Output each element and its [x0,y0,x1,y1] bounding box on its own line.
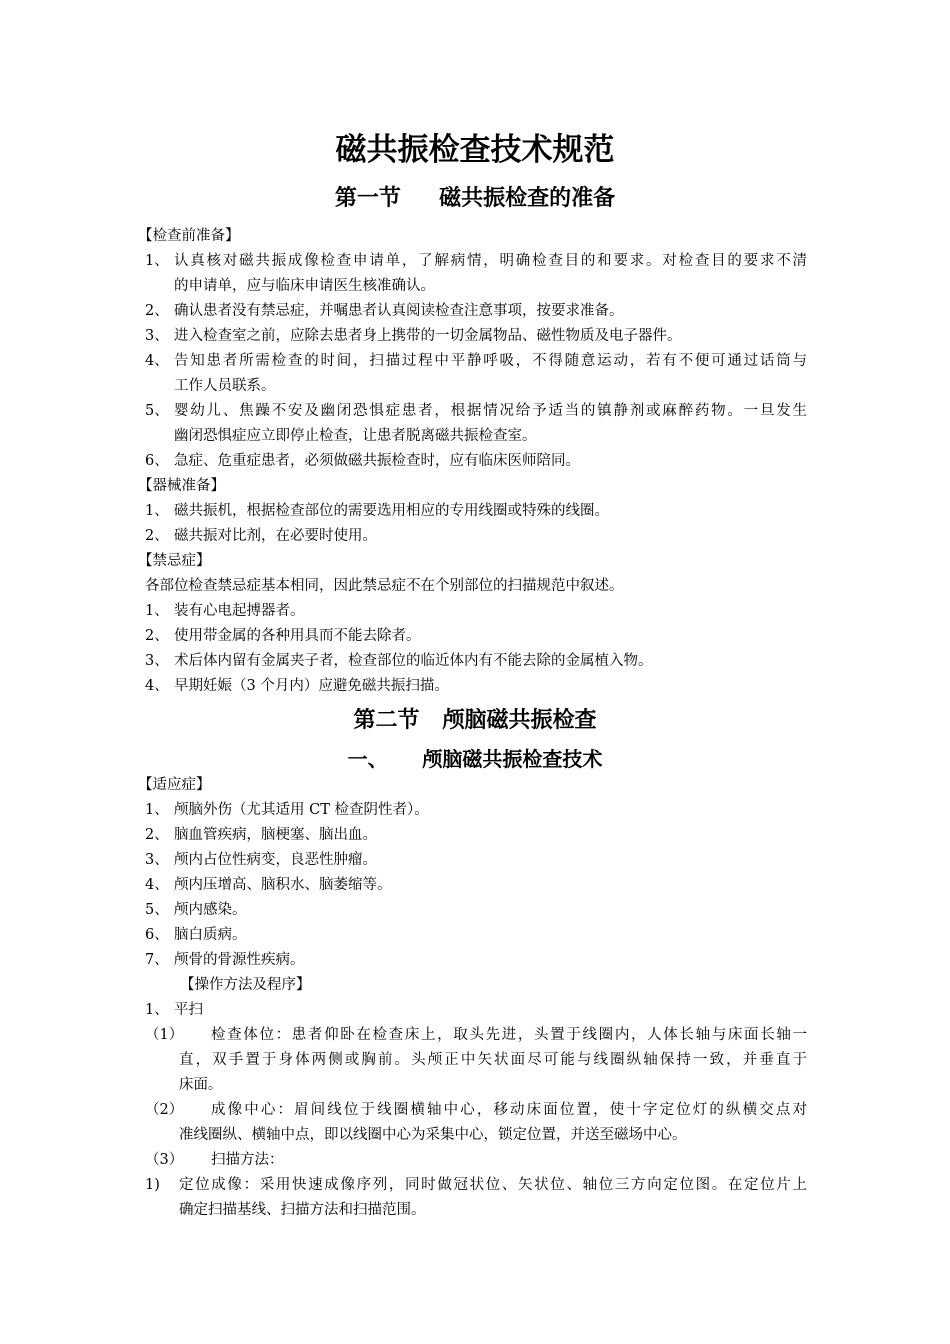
list-item-text: 幽闭恐惧症应立即停止检查，让患者脱离磁共振检查室。 [174,428,537,444]
list-number: 6、 [145,927,169,943]
list-number: 1、 [145,603,169,619]
list-item-text: 术后体内留有金属夹子者，检查部位的临近体内有不能去除的金属植入物。 [174,653,653,669]
list-item-text: 颅骨的骨源性疾病。 [174,952,305,968]
step-number: （3） [145,1152,184,1168]
list-item-text: 颅脑外伤（尤其适用 CT 检查阴性者）。 [174,802,429,818]
contraindication-intro: 各部位检查禁忌症基本相同，因此禁忌症不在个别部位的扫描规范中叙述。 [145,578,624,594]
list-number: 2、 [145,827,169,843]
list-item-text: 磁共振机，根据检查部位的需要选用相应的专用线圈或特殊的线圈。 [174,503,609,519]
procedure-header: 【操作方法及程序】 [180,977,311,993]
list-number: 4、 [145,877,169,893]
step-text: 直，双手置于身体两侧或胸前。头颅正中矢状面尽可能与线圈纵轴保持一致，并垂直于 [179,1052,807,1068]
step-number: （2） [145,1102,184,1118]
step-text: 准线圈纵、横轴中点，即以线圈中心为采集中心，锁定位置，并送至磁场中心。 [179,1127,687,1143]
list-number: 1、 [145,253,169,269]
list-number: 4、 [145,678,169,694]
list-number: 4、 [145,353,169,369]
list-number: 3、 [145,852,169,868]
section2-subheading: 一、 颅脑磁共振检查技术 [347,747,603,771]
list-item-text: 急症、危重症患者，必须做磁共振检查时，应有临床医师陪同。 [174,453,580,469]
document-title: 磁共振检查技术规范 [335,132,615,168]
contraindication-header: 【禁忌症】 [138,553,211,569]
list-item-text: 告知患者所需检查的时间，扫描过程中平静呼吸，不得随意运动，若有不便可通过话筒与 [174,353,807,369]
list-item-text: 脑白质病。 [174,927,247,943]
step-text: 检查体位：患者仰卧在检查床上，取头先进，头置于线圈内，人体长轴与床面长轴一 [211,1027,807,1043]
list-item-text: 脑血管疾病，脑梗塞、脑出血。 [174,827,377,843]
list-number: 2、 [145,528,169,544]
indication-header: 【适应症】 [138,777,211,793]
list-number: 3、 [145,653,169,669]
list-number: 1、 [145,802,169,818]
step-text: 成像中心：眉间线位于线圈横轴中心，移动床面位置，使十字定位灯的纵横交点对 [211,1102,807,1118]
list-number: 5、 [145,902,169,918]
sub-step-text: 定位成像：采用快速成像序列，同时做冠状位、矢状位、轴位三方向定位图。在定位片上 [179,1177,807,1193]
pre-prep-header: 【检查前准备】 [138,228,240,244]
list-item-text: 颅内占位性病变，良恶性肿瘤。 [174,852,377,868]
step-number: （1） [145,1027,184,1043]
list-item-text: 婴幼儿、焦躁不安及幽闭恐惧症患者，根据情况给予适当的镇静剂或麻醉药物。一旦发生 [174,403,807,419]
list-item-text: 平扫 [174,1002,203,1018]
list-number: 2、 [145,303,169,319]
list-item-text: 进入检查室之前，应除去患者身上携带的一切金属物品、磁性物质及电子器件。 [174,328,682,344]
list-item-text: 磁共振对比剂，在必要时使用。 [174,528,377,544]
list-number: 2、 [145,628,169,644]
equipment-header: 【器械准备】 [138,478,225,494]
list-number: 3、 [145,328,169,344]
step-text: 床面。 [179,1077,223,1093]
list-item-text: 颅内压增高、脑积水、脑萎缩等。 [174,877,392,893]
list-number: 1、 [145,503,169,519]
sub-step-text: 确定扫描基线、扫描方法和扫描范围。 [179,1202,426,1218]
section2-heading: 第二节 颅脑磁共振检查 [353,708,597,733]
step-text: 扫描方法： [211,1152,284,1168]
sub-step-number: 1) [145,1177,160,1193]
list-number: 7、 [145,952,169,968]
list-item-text: 的申请单，应与临床申请医生核准确认。 [174,278,435,294]
list-number: 6、 [145,453,169,469]
list-number: 1、 [145,1002,169,1018]
list-item-text: 早期妊娠（3 个月内）应避免磁共振扫描。 [174,678,449,694]
list-item-text: 认真核对磁共振成像检查申请单，了解病情，明确检查目的和要求。对检查目的要求不清 [174,253,807,269]
list-item-text: 使用带金属的各种用具而不能去除者。 [174,628,421,644]
section1-heading: 第一节 磁共振检查的准备 [334,186,616,211]
list-item-text: 颅内感染。 [174,902,247,918]
list-item-text: 确认患者没有禁忌症，并嘱患者认真阅读检查注意事项，按要求准备。 [174,303,624,319]
list-item-text: 工作人员联系。 [174,378,276,394]
list-item-text: 装有心电起搏器者。 [174,603,305,619]
list-number: 5、 [145,403,169,419]
